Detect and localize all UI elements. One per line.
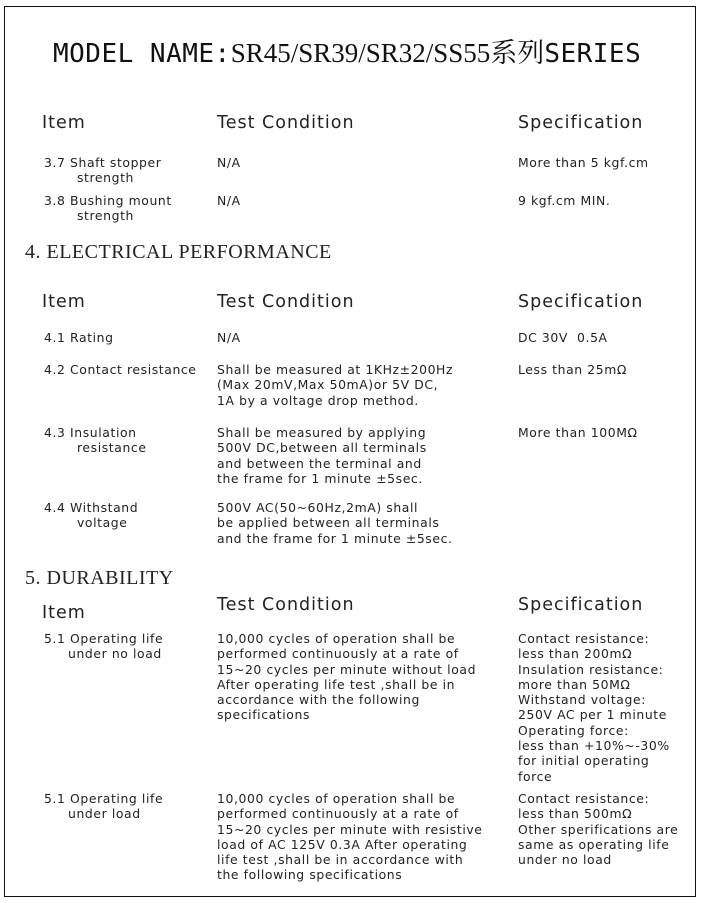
condition-5-1-no-load [217,631,476,723]
condition-4-3 [217,425,427,486]
title-lead: MODEL NAME: [53,39,231,69]
header-specification: Specification [518,113,644,133]
item-label: 5.1 Operating life [44,791,164,806]
spec-line: 250V AC per 1 minute [518,707,667,723]
condition-line: accordance with the following [217,692,420,708]
spec-line: Other sperifications are [518,821,679,837]
spec-5-1-no-load [518,631,670,784]
header-item: Item [42,292,86,312]
condition-line: the following specifications [217,867,403,883]
spec-4-2: Less than 25mΩ [518,362,627,377]
condition-line: 15~20 cycles per minute without load [217,661,477,677]
condition-4-2 [217,362,453,408]
title-models: SR45/SR39/SR32/SS55系列 [230,38,545,68]
condition-line: 500V DC,between all terminals [217,440,427,456]
item-4-1: 4.1 Rating [44,330,114,345]
page-title [53,31,641,70]
condition-line: specifications [217,707,310,723]
spec-line: Operating force: [518,722,629,738]
item-label: 4.3 Insulation [44,425,137,440]
header-specification: Specification [518,595,644,615]
spec-line: under no load [518,852,612,868]
header-item: Item [42,603,86,623]
condition-line: the frame for 1 minute ±5sec. [217,470,423,486]
condition-4-4 [217,500,453,546]
condition-line: performed continuously at a rate of [217,646,459,662]
condition-5-1-under-load [217,791,483,883]
item-label-cont: voltage [77,515,128,531]
condition-line: and the frame for 1 minute ±5sec. [217,530,453,546]
item-label: 3.8 Bushing mount [44,193,172,208]
condition-3-7: N/A [217,155,241,170]
section-4-title: 4. ELECTRICAL PERFORMANCE [25,241,332,263]
header-test-condition: Test Condition [217,113,355,133]
spec-line: Insulation resistance: [518,661,664,677]
condition-line: load of AC 125V 0.3A After operating [217,836,468,852]
item-3-8 [44,193,172,224]
item-label-cont: strength [77,208,134,224]
spec-line: less than +10%~-30% [518,738,670,754]
header-specification: Specification [518,292,644,312]
spec-line: less than 500mΩ [518,806,633,822]
item-4-3 [44,425,147,456]
condition-line: performed continuously at a rate of [217,806,459,822]
condition-4-1: N/A [217,330,241,345]
item-label: 5.1 Operating life [44,631,164,646]
header-test-condition: Test Condition [217,292,355,312]
condition-line: 15~20 cycles per minute with resistive [217,821,483,837]
condition-line: be applied between all terminals [217,515,440,531]
condition-line: (Max 20mV,Max 50mA)or 5V DC, [217,377,439,393]
item-label: 4.4 Withstand [44,500,139,515]
condition-3-8: N/A [217,193,241,208]
condition-line: 10,000 cycles of operation shall be [217,631,456,646]
item-label-cont: resistance [77,440,147,456]
spec-line: same as operating life [518,836,670,852]
condition-line: Shall be measured by applying [217,425,427,440]
header-item: Item [42,113,86,133]
condition-line: Shall be measured at 1KHz±200Hz [217,362,454,377]
item-3-7 [44,155,161,186]
item-label-cont: under no load [68,646,162,662]
condition-line: and between the terminal and [217,455,422,471]
spec-3-8: 9 kgf.cm MIN. [518,193,611,208]
spec-line: Contact resistance: [518,791,650,806]
spec-line: Contact resistance: [518,631,650,646]
spec-5-1-under-load [518,791,678,867]
spec-line: more than 50MΩ [518,676,631,692]
spec-4-3: More than 100MΩ [518,425,638,440]
condition-line: After operating life test ,shall be in [217,676,456,692]
spec-3-7: More than 5 kgf.cm [518,155,649,170]
item-label: 3.7 Shaft stopper [44,155,162,170]
item-5-1-no-load [44,631,163,662]
section-5-title: 5. DURABILITY [25,567,174,589]
item-5-1-under-load [44,791,163,822]
item-label-cont: strength [77,170,134,186]
condition-line: 1A by a voltage drop method. [217,392,419,408]
condition-line: life test ,shall be in accordance with [217,852,464,868]
condition-line: 10,000 cycles of operation shall be [217,791,456,806]
item-label-cont: under load [68,806,141,822]
spec-sheet-page [4,6,696,897]
spec-line: Withstand voltage: [518,692,646,708]
item-4-2: 4.2 Contact resistance [44,362,197,377]
spec-4-1: DC 30V 0.5A [518,330,608,345]
spec-line: for initial operating [518,753,650,769]
spec-line: less than 200mΩ [518,646,633,662]
header-test-condition: Test Condition [217,595,355,615]
condition-line: 500V AC(50~60Hz,2mA) shall [217,500,419,515]
item-4-4 [44,500,138,531]
spec-line: force [518,768,553,784]
title-tail: SERIES [544,39,642,69]
